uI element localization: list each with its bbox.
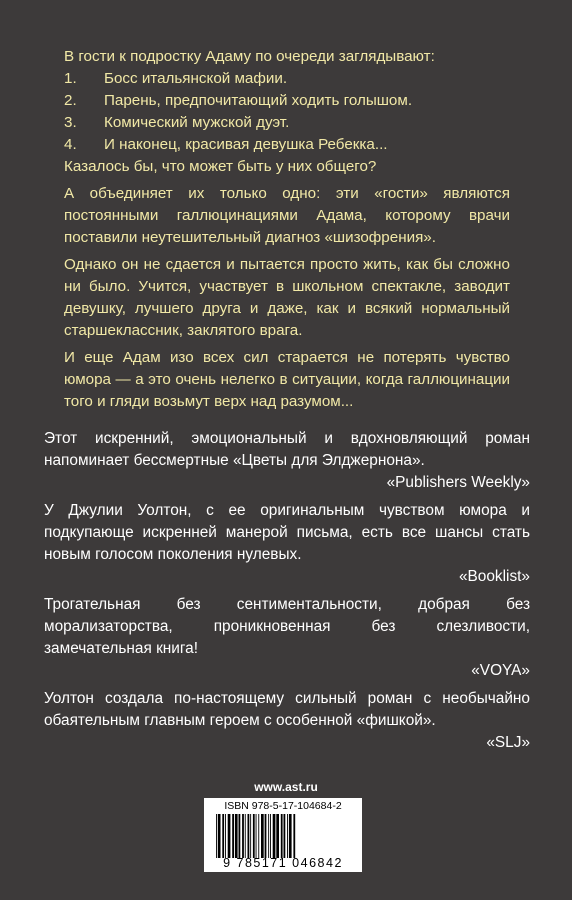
review-text: Этот искренний, эмоциональный и вдохновляющий роман напоминает бессмертные «Цветы для Элджернона». <box>44 430 530 469</box>
list-text: Комический мужской дуэт. <box>104 114 290 131</box>
review-source: «SLJ» <box>486 734 530 751</box>
list-number: 2. <box>64 92 77 109</box>
isbn-label: ISBN 978-5-17-104684-2 <box>224 800 342 812</box>
press-reviews <box>44 428 530 754</box>
blurb-paragraph: Однако он не сдается и пытается просто жить, как бы сложно ни было. Учится, участвует в школьном спектакле, заводит девушку, лучшего друга и даже, как и всякий нормальный старшеклассник, заклятого врага. <box>64 256 510 339</box>
review-source: «Publishers Weekly» <box>386 474 530 491</box>
ean-digits: 9 785171 046842 <box>223 856 343 870</box>
review-source: «Booklist» <box>458 568 530 585</box>
list-number: 4. <box>64 136 77 153</box>
list-text: И наконец, красивая девушка Ребекка... <box>104 136 388 153</box>
list-item <box>64 68 510 90</box>
review-text: Уолтон создала по-настоящему сильный роман с необычайно обаятельным главным героем с особенной «фишкой». <box>44 690 530 729</box>
list-text: Парень, предпочитающий ходить голышом. <box>104 92 413 109</box>
publisher-website: www.ast.ru <box>254 780 318 794</box>
barcode-panel <box>204 798 362 872</box>
book-blurb <box>64 46 510 413</box>
blurb-paragraph: И еще Адам изо всех сил старается не потерять чувство юмора — а это очень нелегко в ситуации, когда галлюцинации того и гляди возьмут верх над разумом... <box>64 349 510 410</box>
list-item <box>64 134 510 156</box>
list-number: 1. <box>64 70 77 87</box>
barcode-image <box>214 814 354 858</box>
list-item <box>64 112 510 134</box>
blurb-paragraph: А объединяет их только одно: эти «гости» являются постоянными галлюцинациями Адама, которому врачи поставили неутешительный диагноз «шизофрения». <box>64 185 510 246</box>
review-text: У Джулии Уолтон, с ее оригинальным чувством юмора и подкупающе искренней манерой письма, есть все шансы стать новым голосом поколения нулевых. <box>44 502 530 563</box>
list-number: 3. <box>64 114 77 131</box>
review-source: «VOYA» <box>471 662 530 679</box>
list-item <box>64 90 510 112</box>
blurb-intro: В гости к подростку Адаму по очереди заглядывают: <box>64 48 435 65</box>
review-text: Трогательная без сентиментальности, добрая без морализаторства, проникновенная без слезливости, замечательная книга! <box>44 596 530 657</box>
blurb-question: Казалось бы, что может быть у них общего? <box>64 158 377 175</box>
list-text: Босс итальянской мафии. <box>104 70 288 87</box>
